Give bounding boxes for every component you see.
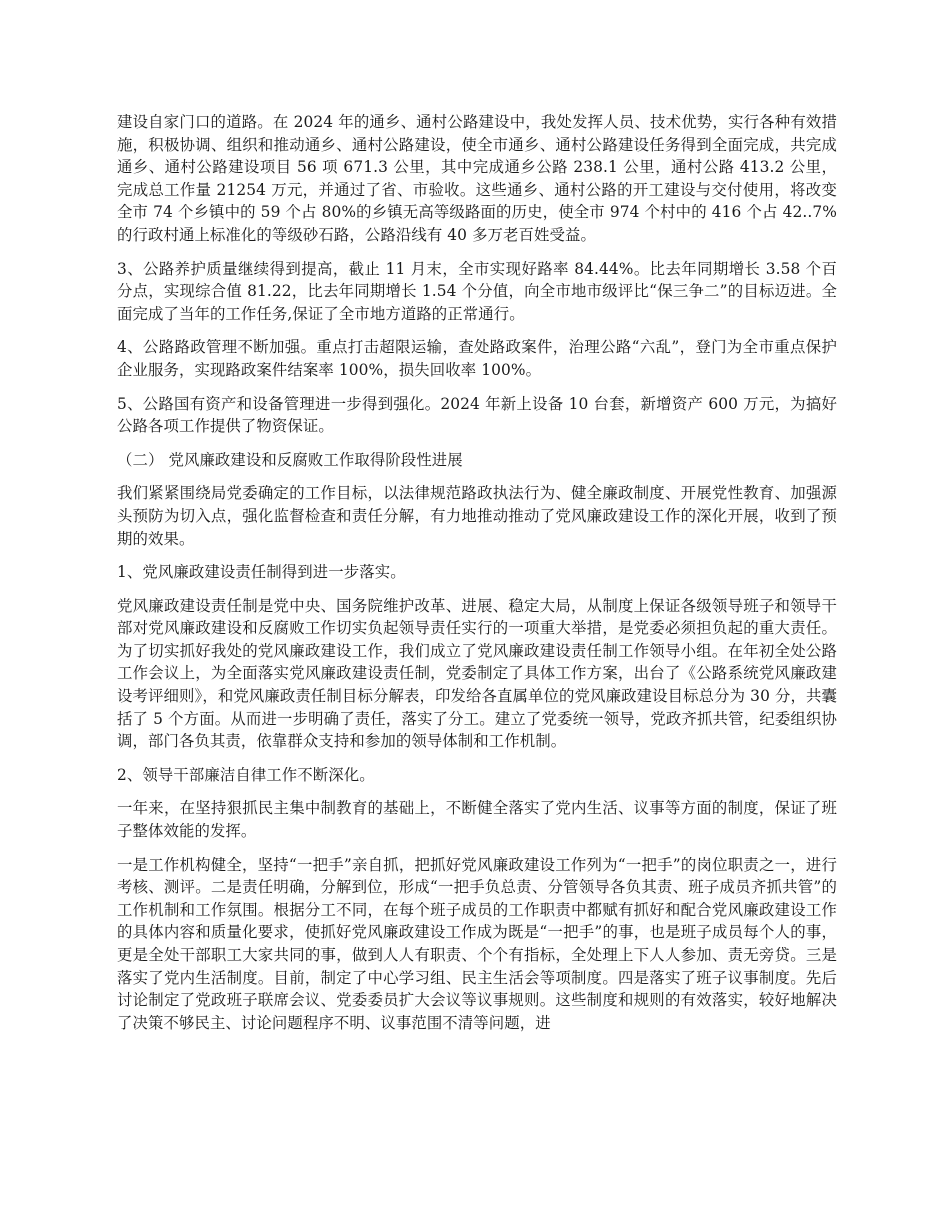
paragraph-integrity-intro: 我们紧紧围绕局党委确定的工作目标，以法律规范路政执法行为、健全廉政制度、开展党性教育、加强源头预防为切入点，强化监督检查和责任分解，有力地推动推动了党风廉政建设工作的深化开展，收到了预期的效果。: [117, 484, 837, 548]
paragraph-road-construction: 建设自家门口的道路。在 2024 年的通乡、通村公路建设中，我处发挥人员、技术优势，实行各种有效措施，积极协调、组织和推动通乡、通村公路建设，使全市通乡、通村公路建设任务得到全面完成，共完成通乡、通村公路建设项目 56 项 671.3 公里，其中完成通乡公路 238.1 公里，通村公路 413.2 公里，完成总工作量 21254 万元，并通过了省、市验收。这些通乡、通村公路的开工建设与交付使用，将改变全市 74 个乡镇中的 59 个占 80%的乡镇无高等级路面的历史，使全市 974 个村中的 416 个占 42..7%的行政村通上标准化的等级砂石路，公路沿线有 40 多万老百姓受益。: [117, 113, 837, 244]
paragraph-work-mechanism: 一是工作机构健全，坚持“一把手”亲自抓，把抓好党风廉政建设工作列为“一把手”的岗位职责之一，进行考核、测评。二是责任明确，分解到位，形成“一把手负总责、分管领导各负其责、班子成员齐抓共管”的工作机制和工作氛围。根据分工不同，在每个班子成员的工作职责中都赋有抓好和配合党风廉政建设工作的具体内容和质量化要求，使抓好党风廉政建设工作成为既是“一把手”的事，也是班子成员每个人的事，更是全处干部职工大家共同的事，做到人人有职责、个个有指标，全处理上下人人参加、责无旁贷。三是落实了党内生活制度。目前，制定了中心学习组、民主生活会等项制度。四是落实了班子议事制度。先后讨论制定了党政班子联席会议、党委委员扩大会议等议事规则。这些制度和规则的有效落实，较好地解决了决策不够民主、讨论问题程序不明、议事范围不清等问题，进: [117, 855, 837, 1032]
subheading-self-discipline: 2、领导干部廉洁自律工作不断深化。: [117, 765, 375, 784]
paragraph-maintenance-quality: 3、公路养护质量继续得到提高，截止 11 月末，全市实现好路率 84.44%。比去年同期增长 3.58 个百分点，实现综合值 81.22，比去年同期增长 1.54 个分值，向全市地市级评比“保三争二”的目标迈进。全面完成了当年的工作任务,保证了全市地方道路的正常通行。: [117, 259, 837, 323]
paragraph-self-discipline-intro: 一年来，在坚持狠抓民主集中制教育的基础上，不断健全落实了党内生活、议事等方面的制度，保证了班子整体效能的发挥。: [117, 799, 837, 841]
paragraph-road-administration: 4、公路路政管理不断加强。重点打击超限运输，查处路政案件，治理公路“六乱”，登门为全市重点保护企业服务，实现路政案件结案率 100%，损失回收率 100%。: [117, 338, 837, 379]
section-heading-integrity: （二） 党风廉政建设和反腐败工作取得阶段性进展: [117, 450, 463, 469]
paragraph-responsibility-system: 党风廉政建设责任制是党中央、国务院维护改革、进展、稳定大局，从制度上保证各级领导班子和领导干部对党风廉政建设和反腐败工作切实负起领导责任实行的一项重大举措，是党委必须担负起的重大责任。为了切实抓好我处的党风廉政建设工作，我们成立了党风廉政建设责任制工作领导小组。在年初全处公路工作会议上，为全面落实党风廉政建设责任制，党委制定了具体工作方案，出台了《公路系统党风廉政建设考评细则》，和党风廉政责任制目标分解表，印发给各直属单位的党风廉政建设目标总分为 30 分，共囊括了 5 个方面。从而进一步明确了责任，落实了分工。建立了党委统一领导，党政齐抓共管，纪委组织协调，部门各负其责，依靠群众支持和参加的领导体制和工作机制。: [117, 596, 837, 751]
subheading-responsibility-system: 1、党风廉政建设责任制得到进一步落实。: [117, 563, 406, 582]
paragraph-asset-management: 5、公路国有资产和设备管理进一步得到强化。2024 年新上设备 10 台套，新增资产 600 万元，为搞好公路各项工作提供了物资保证。: [117, 394, 837, 436]
document-page: [117, 111, 837, 1034]
